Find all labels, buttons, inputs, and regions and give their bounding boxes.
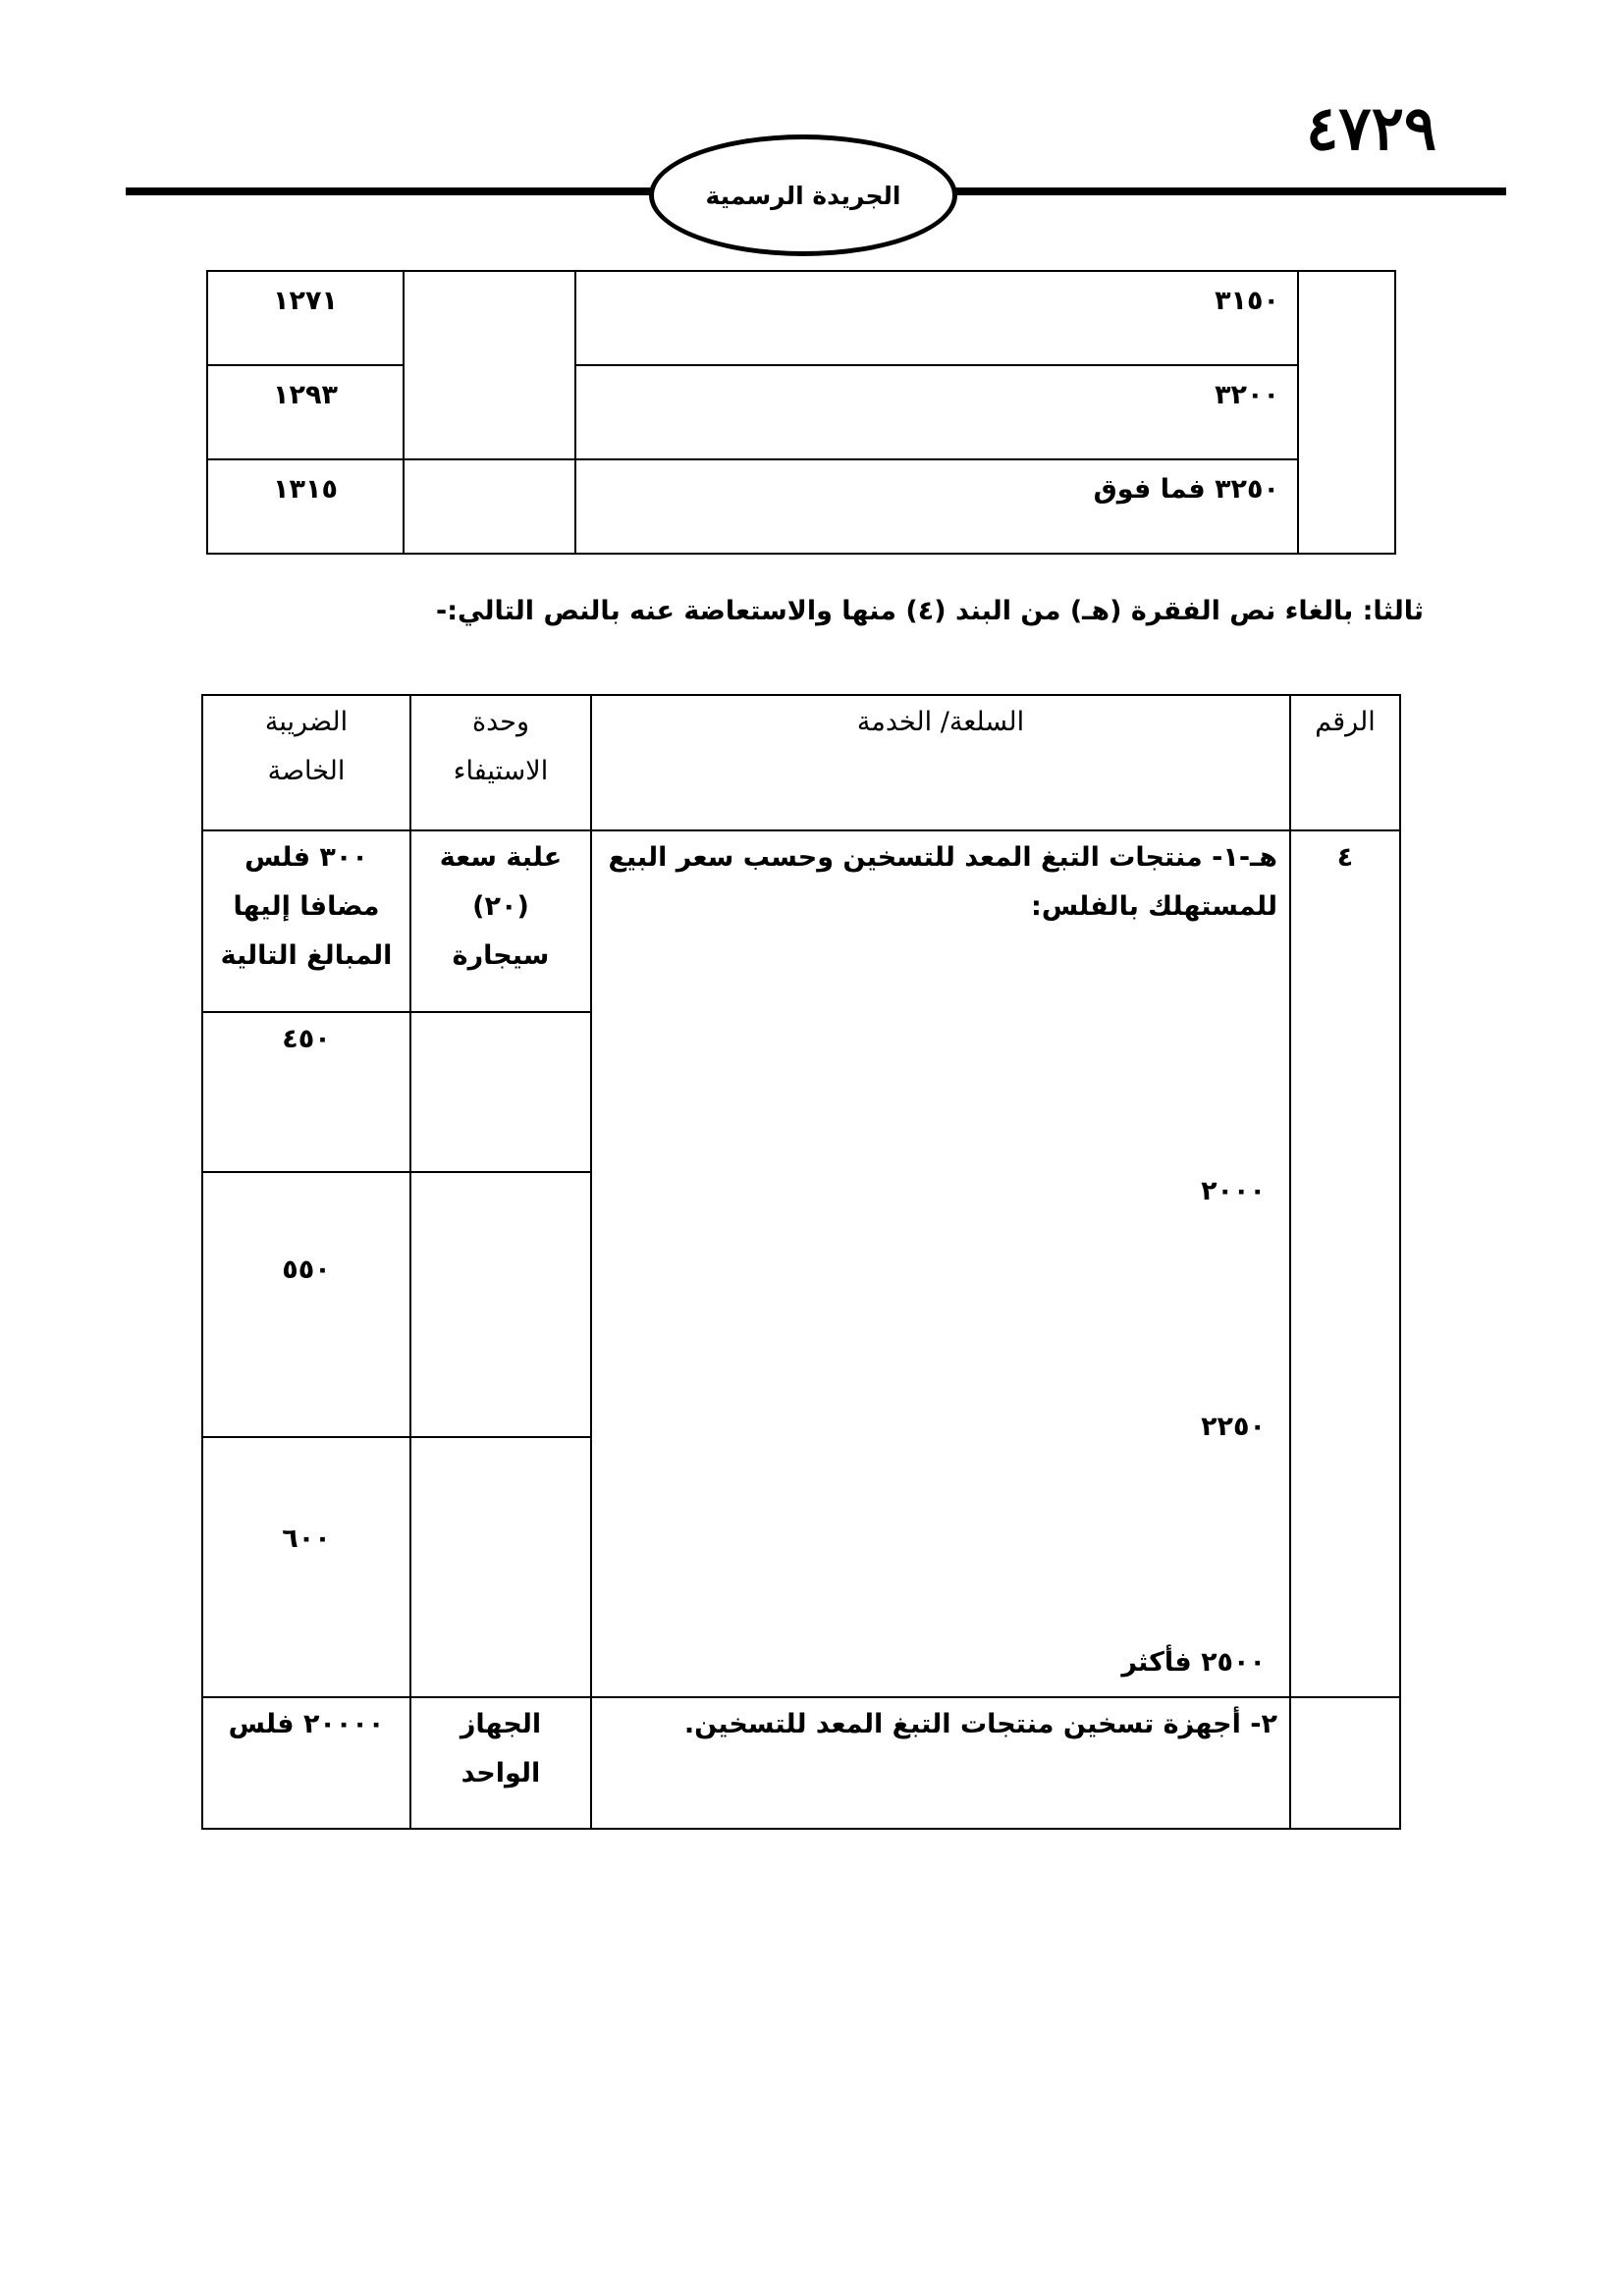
price-label: ٢٥٠٠ فأكثر bbox=[1121, 1647, 1266, 1678]
unit-line: الواحد bbox=[460, 1758, 541, 1789]
tax-cell: ١٢٩٣ bbox=[207, 365, 404, 459]
amendment-paragraph: ثالثا: بالغاء نص الفقرة (هـ) من البند (٤) منها والاستعاضة عنه بالنص التالي:- bbox=[436, 596, 1424, 626]
number-cell: ٤ bbox=[1290, 830, 1400, 1697]
tax-cell: ٢٠٠٠٠ فلس bbox=[202, 1697, 410, 1829]
tax-cell: ٤٥٠ bbox=[202, 1012, 410, 1172]
tax-cell: ١٣١٥ bbox=[207, 459, 404, 554]
table-row bbox=[202, 830, 1400, 1012]
header-tax-line: الخاصة bbox=[267, 756, 346, 786]
unit-line: سيجارة bbox=[452, 940, 550, 971]
tax-cell: ٥٥٠ bbox=[202, 1172, 410, 1437]
header-unit-line: وحدة bbox=[471, 707, 530, 737]
header-unit bbox=[410, 695, 591, 830]
tax-table bbox=[201, 694, 1401, 1830]
header-tax bbox=[202, 695, 410, 830]
number-cell bbox=[1290, 1697, 1400, 1829]
price-cell: ٣٢٠٠ bbox=[575, 365, 1298, 459]
gazette-title: الجريدة الرسمية bbox=[705, 181, 901, 210]
price-cell: ٣٢٥٠ فما فوق bbox=[575, 459, 1298, 554]
table-row bbox=[202, 1697, 1400, 1829]
unit-line: (٢٠) bbox=[472, 891, 529, 922]
header-unit-line: الاستيفاء bbox=[453, 756, 549, 786]
number-cell bbox=[1298, 271, 1395, 554]
unit-line: الجهاز bbox=[460, 1709, 542, 1739]
header-ellipse bbox=[649, 134, 957, 256]
tax-cell: ١٢٧١ bbox=[207, 271, 404, 365]
table-row bbox=[207, 271, 1395, 365]
tax-line: ٣٠٠ فلس bbox=[244, 842, 368, 873]
unit-cell bbox=[410, 1172, 591, 1437]
price-label: ٢٢٥٠ bbox=[1201, 1412, 1266, 1442]
item-description: ٢- أجهزة تسخين منتجات التبغ المعد للتسخين. bbox=[591, 1697, 1290, 1829]
tax-line: المبالغ التالية bbox=[220, 940, 393, 971]
unit-cell bbox=[410, 1437, 591, 1697]
tax-cell: ٦٠٠ bbox=[202, 1437, 410, 1697]
table-row bbox=[207, 459, 1395, 554]
table-header-row bbox=[202, 695, 1400, 830]
unit-line: علبة سعة bbox=[439, 842, 563, 873]
table-row bbox=[207, 365, 1395, 459]
item-description: هـ-١- منتجات التبغ المعد للتسخين وحسب سعر البيع للمستهلك بالفلس: bbox=[608, 842, 1277, 922]
unit-cell bbox=[404, 459, 575, 554]
tax-cell bbox=[202, 830, 410, 1012]
page-number: ٤٧٢٩ bbox=[1306, 92, 1437, 164]
item-cell bbox=[591, 830, 1290, 1697]
header-tax-line: الضريبة bbox=[264, 707, 349, 737]
header-number: الرقم bbox=[1290, 695, 1400, 830]
unit-cell bbox=[404, 271, 575, 459]
continuation-table bbox=[206, 270, 1396, 555]
price-cell: ٣١٥٠ bbox=[575, 271, 1298, 365]
unit-cell bbox=[410, 830, 591, 1012]
unit-cell bbox=[410, 1012, 591, 1172]
header-item: السلعة/ الخدمة bbox=[591, 695, 1290, 830]
tax-line: مضافا إليها bbox=[233, 891, 380, 922]
unit-cell bbox=[410, 1697, 591, 1829]
price-label: ٢٠٠٠ bbox=[1201, 1176, 1266, 1206]
